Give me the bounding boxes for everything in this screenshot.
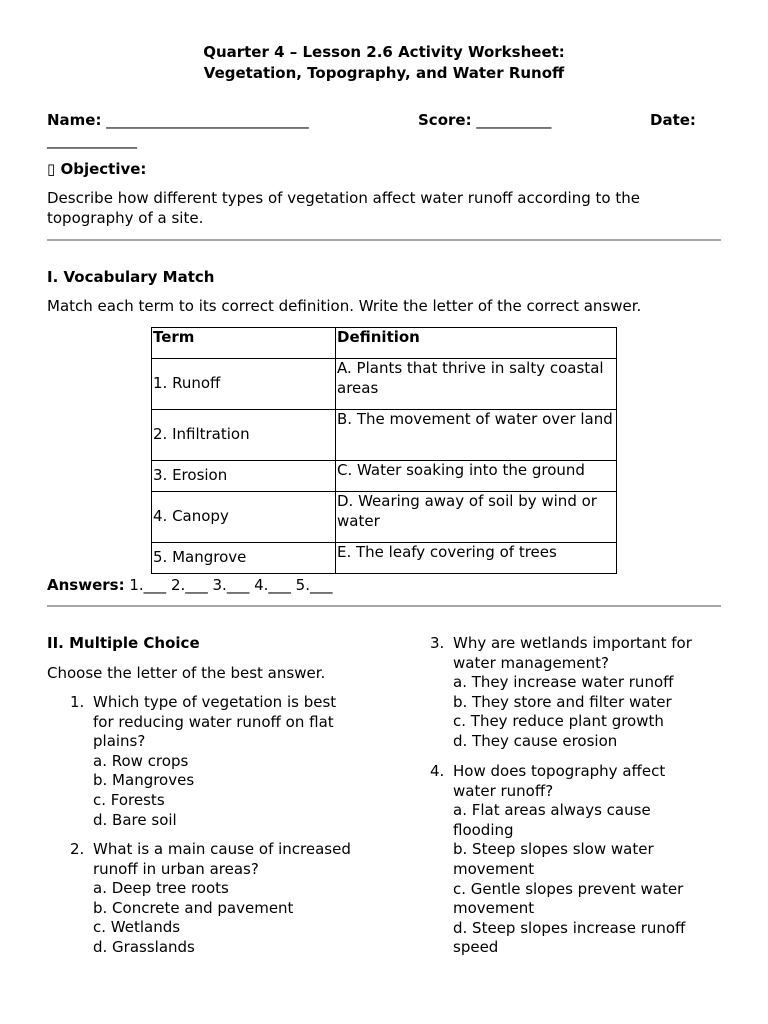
answers-label: Answers: xyxy=(47,576,125,594)
answer-option-continued: flooding xyxy=(453,820,514,839)
answer-option-continued: movement xyxy=(453,859,535,878)
answer-option[interactable]: a. Deep tree roots xyxy=(93,879,229,898)
date-blank[interactable]: ____________ xyxy=(47,131,137,149)
table-row xyxy=(152,543,617,574)
question-text-line: water runoff? xyxy=(453,781,554,800)
question-number: 3. xyxy=(430,634,445,652)
term-cell: 4. Canopy xyxy=(152,492,336,543)
question-body xyxy=(453,634,692,752)
section-divider xyxy=(47,239,721,241)
section-divider xyxy=(47,605,721,607)
term-cell: 5. Mangrove xyxy=(152,543,336,574)
name-field[interactable] xyxy=(47,111,309,131)
answer-option[interactable]: c. Wetlands xyxy=(93,918,181,937)
answer-option[interactable]: c. They reduce plant growth xyxy=(453,712,664,731)
question-number: 2. xyxy=(70,840,85,858)
term-cell: 2. Infiltration xyxy=(152,410,336,461)
date-field[interactable] xyxy=(650,111,696,131)
question-number: 1. xyxy=(70,693,85,711)
term-cell: 3. Erosion xyxy=(152,461,336,492)
date-label: Date: xyxy=(650,111,696,129)
question-text-line: What is a main cause of increased xyxy=(93,840,351,858)
answers-line xyxy=(47,576,333,596)
question-text-line: Which type of vegetation is best xyxy=(93,693,337,711)
answer-option[interactable]: d. They cause erosion xyxy=(453,731,618,750)
page-title xyxy=(0,42,768,83)
question-text-line: How does topography affect xyxy=(453,762,666,780)
column-header-definition: Definition xyxy=(336,328,617,359)
question-body xyxy=(93,840,351,958)
table-header-row xyxy=(152,328,617,359)
objective-heading: ▯ Objective: xyxy=(47,160,147,178)
answer-option[interactable]: d. Bare soil xyxy=(93,810,177,829)
answer-option[interactable]: d. Grasslands xyxy=(93,937,195,956)
title-line-1: Quarter 4 – Lesson 2.6 Activity Worksheet: xyxy=(203,43,565,61)
table-row xyxy=(152,359,617,410)
question-number: 4. xyxy=(430,762,445,780)
mc-heading: II. Multiple Choice xyxy=(47,634,200,652)
answer-option[interactable]: a. Flat areas always cause xyxy=(453,801,651,820)
answer-option-continued: speed xyxy=(453,938,499,957)
answer-option[interactable]: c. Gentle slopes prevent water xyxy=(453,879,684,898)
score-blank[interactable]: __________ xyxy=(476,111,552,129)
question-text-line: water management? xyxy=(453,653,609,672)
question-text-line: plains? xyxy=(93,732,146,751)
vocab-table xyxy=(151,327,617,574)
name-blank[interactable]: ___________________________ xyxy=(106,111,309,129)
answer-option-continued: movement xyxy=(453,899,535,918)
table-row xyxy=(152,410,617,461)
question-text-line: for reducing water runoff on flat xyxy=(93,712,334,731)
question-text-line: runoff in urban areas? xyxy=(93,859,259,878)
answer-option[interactable]: b. They store and filter water xyxy=(453,692,672,711)
table-row xyxy=(152,492,617,543)
question-body xyxy=(453,762,685,958)
score-field[interactable] xyxy=(418,111,551,131)
student-info-row xyxy=(47,111,721,131)
definition-cell: B. The movement of water over land xyxy=(336,410,617,461)
vocab-heading: I. Vocabulary Match xyxy=(47,268,215,286)
answer-option[interactable]: b. Steep slopes slow water xyxy=(453,840,654,859)
definition-cell: C. Water soaking into the ground xyxy=(336,461,617,492)
score-label: Score: xyxy=(418,111,472,129)
mc-instruction: Choose the letter of the best answer. xyxy=(47,664,326,682)
question-body xyxy=(93,693,336,830)
answer-option[interactable]: b. Mangroves xyxy=(93,771,195,790)
answer-option[interactable]: a. They increase water runoff xyxy=(453,673,674,692)
table-row xyxy=(152,461,617,492)
answer-option[interactable]: a. Row crops xyxy=(93,751,189,770)
title-line-2: Vegetation, Topography, and Water Runoff xyxy=(203,63,565,82)
answer-option[interactable]: d. Steep slopes increase runoff xyxy=(453,918,686,937)
answer-option[interactable]: c. Forests xyxy=(93,790,165,809)
vocab-instruction: Match each term to its correct definition. Write the letter of the correct answer. xyxy=(47,297,642,315)
definition-cell: A. Plants that thrive in salty coastal areas xyxy=(336,359,617,410)
answers-blanks[interactable]: 1.___ 2.___ 3.___ 4.___ 5.___ xyxy=(129,576,333,594)
definition-cell: D. Wearing away of soil by wind or water xyxy=(336,492,617,543)
term-cell: 1. Runoff xyxy=(152,359,336,410)
answer-option[interactable]: b. Concrete and pavement xyxy=(93,898,294,917)
definition-cell: E. The leafy covering of trees xyxy=(336,543,617,574)
objective-text: Describe how different types of vegetation affect water runoff according to the topography of a site. xyxy=(47,189,640,227)
name-label: Name: xyxy=(47,111,102,129)
question-text-line: Why are wetlands important for xyxy=(453,634,692,652)
column-header-term: Term xyxy=(152,328,336,359)
